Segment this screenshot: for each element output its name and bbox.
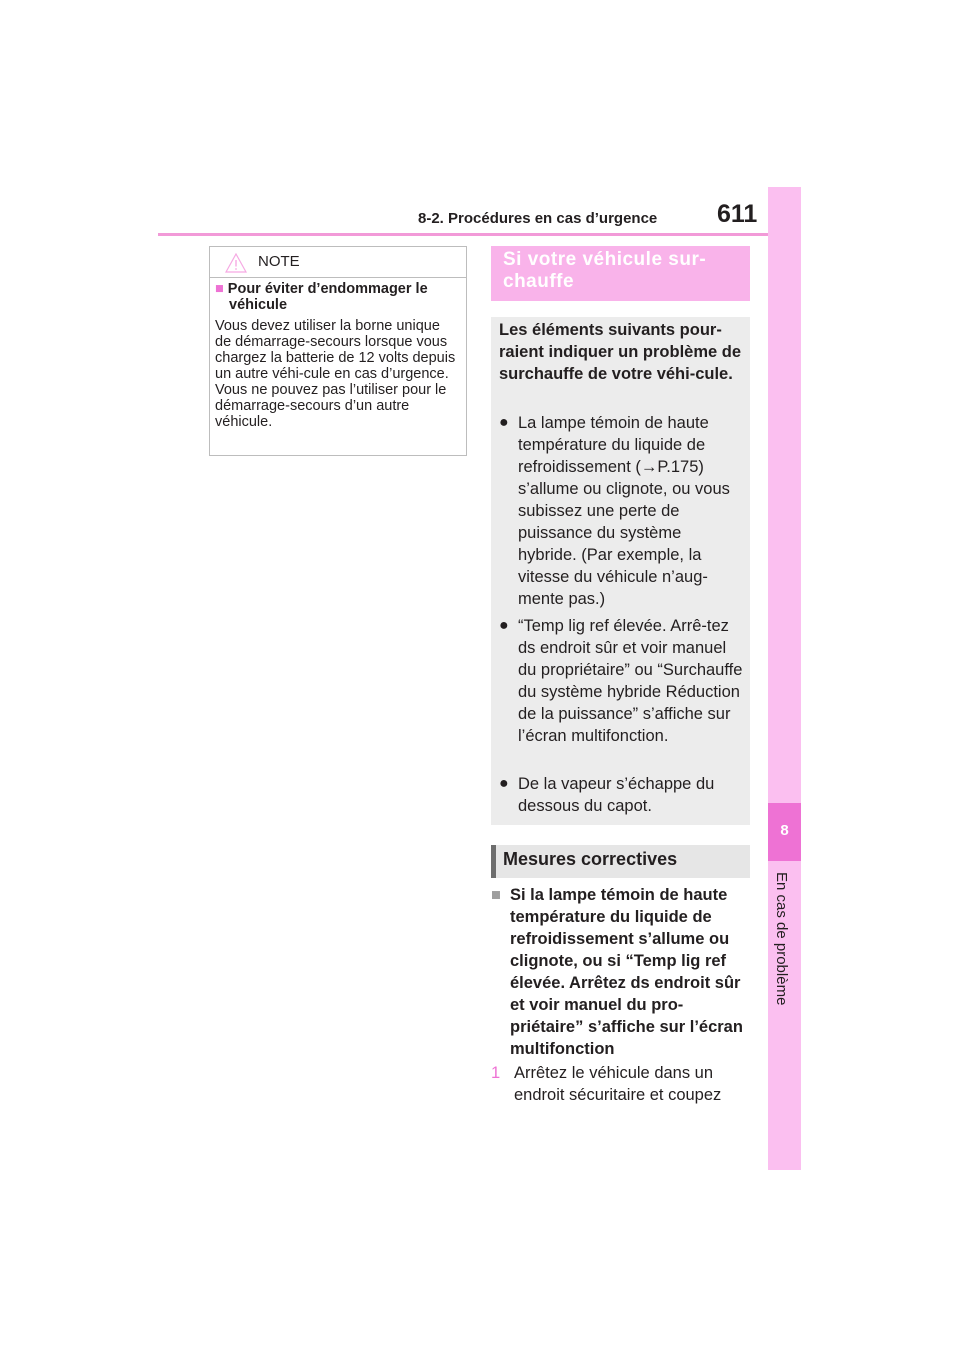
list-item — [499, 773, 744, 819]
corrective-subheading-text: Si la lampe témoin de haute température du liquide de refroidissement s’allume ou clignote, ou si “Temp lig ref élevée. Arrêtez ds endroit sûr et voir manuel du pro-priétaire” s’affiche sur l’écran multifonction — [510, 886, 743, 1058]
bullet-dot: ● — [499, 775, 509, 792]
bullet-dot: ● — [499, 414, 509, 431]
corrective-heading: Mesures correctives — [503, 849, 678, 869]
note-label: NOTE — [258, 253, 300, 270]
bullet-dot: ● — [499, 617, 509, 634]
warning-icon — [225, 253, 247, 273]
corrective-subheading — [491, 884, 750, 1060]
chapter-side-tab — [768, 187, 801, 1170]
overheat-heading: Si votre véhicule sur-chauffe — [503, 249, 707, 292]
list-item — [499, 615, 744, 771]
header-divider — [158, 233, 768, 236]
chapter-label: En cas de problème — [773, 872, 790, 1006]
page-number: 611 — [717, 200, 758, 228]
list-item-text: La lampe témoin de haute température du liquide de refroidissement (→P.175) s’allume ou clignote, ou vous subissez une perte de puissance du système hybride. (Par exemple, la vitesse du véhicule n’aug-mente pas.) — [518, 414, 730, 608]
step-number: 1 — [491, 1064, 501, 1082]
step-text: Arrêtez le véhicule dans un endroit sécuritaire et coupez — [514, 1064, 722, 1104]
list-item — [499, 412, 744, 610]
section-title: 8-2. Procédures en cas d’urgence — [418, 210, 658, 227]
list-item-text: De la vapeur s’échappe du dessous du capot. — [518, 775, 715, 815]
note-body: Vous devez utiliser la borne unique de démarrage-secours lorsque vous chargez la batterie de 12 volts depuis un autre véhi-cule en cas d’urgence. Vous ne pouvez pas l’utiliser pour le démarrage-secours d’un autre véhicule. — [215, 318, 456, 430]
corrective-bullet: ■ — [491, 886, 501, 904]
symptoms-intro: Les éléments suivants pour-raient indiquer un problème de surchauffe de votre véhi-cule. — [499, 321, 742, 383]
note-subheading-text: Pour éviter d’endommager le véhicule — [227, 281, 428, 313]
note-header — [210, 247, 466, 278]
step-item — [491, 1062, 750, 1108]
note-subheading — [215, 281, 474, 313]
chapter-number: 8 — [780, 822, 789, 839]
note-bullet: ■ — [215, 281, 224, 297]
list-item-text: “Temp lig ref élevée. Arrê-tez ds endroit sûr et voir manuel du propriétaire” ou “Surchauffe du système hybride Réduction de la puissance” s’affiche sur l’écran multifonction. — [518, 617, 743, 745]
